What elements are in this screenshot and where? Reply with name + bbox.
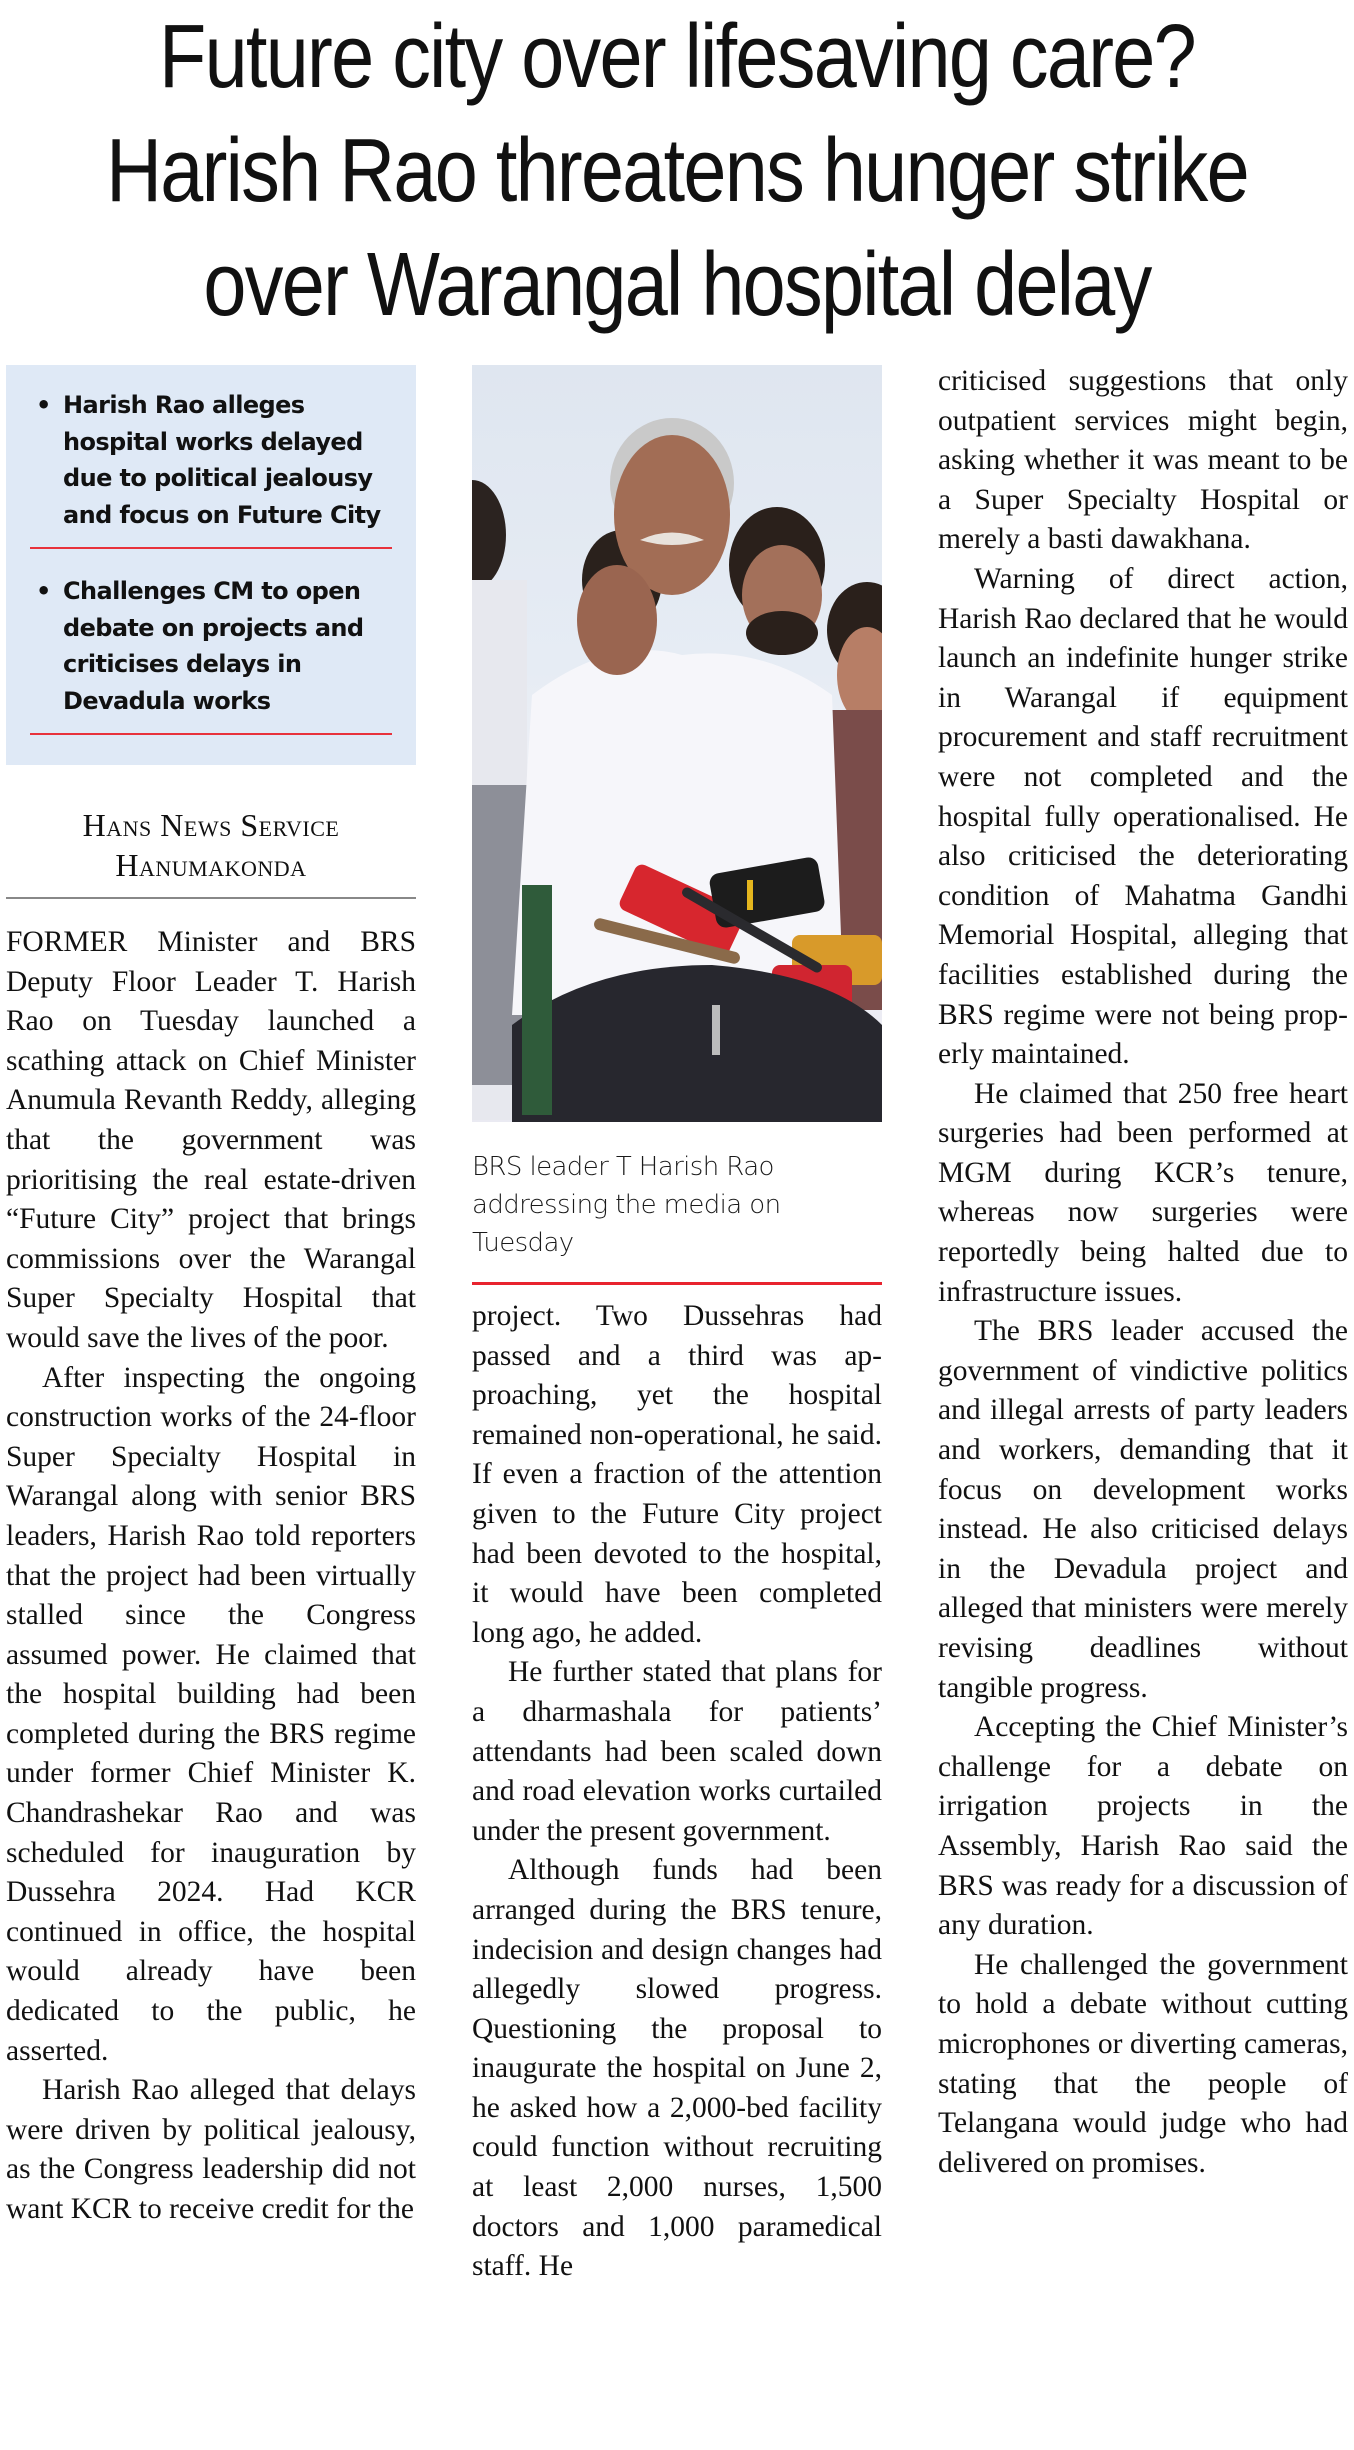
article-paragraph: Warning of direct action, Harish Rao declared that he would launch an indefinite hunger strike in Warangal if equipment procurement and staff recruitment were not completed and the hospital fully operationalised. He also criticised the deteriorating condition of Mahatma Gandhi Memorial Hospital, alleging that facilities established during the BRS regime were not being properly maintained.: [938, 562, 1348, 1071]
highlight-divider: [30, 547, 392, 549]
column-middle: [472, 365, 882, 2287]
article-paragraph: Accepting the Chief Minister’s challenge for a debate on irrigation projects in the Assembly, Harish Rao said the BRS was ready for a discussion of any duration.: [938, 1711, 1348, 1942]
bullet-icon: •: [36, 391, 51, 419]
headline-line-1: Future city over lifesaving care?: [159, 7, 1195, 107]
byline: [6, 805, 416, 885]
headline-line-2: Harish Rao threatens hunger strike: [106, 121, 1248, 221]
highlight-text: Challenges CM to open debate on projects and criticises delays in Devadula works: [63, 577, 364, 715]
article-paragraph: Although funds had been arranged during the BRS tenure, indecision and design changes had allegedly slowed progress. Questioning the proposal to inaugurate the hospital on June 2, he asked how a 2,000-bed facility could function without recruiting at least 2,000 nurses, 1,500 doctors and 1,000 paramedical staff. He: [472, 1854, 882, 2283]
highlight-item: [30, 573, 382, 719]
article-paragraph: project. Two Dussehras had passed and a third was approaching, yet the hospital remained non-operational, he said. If even a fraction of the attention given to the Future City project had been devoted to the hospital, it would have been completed long ago, he added.: [472, 1300, 882, 1649]
article-paragraph: He claimed that 250 free heart surgeries had been performed at MGM during KCR’s tenure, whereas now surgeries were reportedly being halted due to infrastructure issues.: [938, 1077, 1348, 1308]
column-left: [6, 365, 416, 2230]
highlight-divider: [30, 733, 392, 735]
article-paragraph: He further stated that plans for a dharmashala for patients’ attendants had been scaled down and road elevation works curtailed under the present government.: [472, 1656, 882, 1847]
article-body-left: [6, 923, 416, 2230]
article-paragraph: He challenged the government to hold a debate without cutting microphones or diverting cameras, stating that the people of Telangana would judge who had delivered on promises.: [938, 1948, 1348, 2179]
highlight-item: [30, 387, 382, 533]
caption-divider: [472, 1282, 882, 1285]
article-paragraph: criticised suggestions that only outpatient services might begin, asking whether it was meant to be a Super Specialty Hospital or merely a basti dawakhana.: [938, 365, 1348, 556]
article-paragraph: The BRS leader accused the government of vindictive politics and illegal arrests of party leaders and workers, demanding that it focus on development works instead. He also criticised delays in the Devadula project and alleged that ministers were merely revising deadlines without tangible progress.: [938, 1315, 1348, 1704]
crowd-person-left: [472, 480, 506, 590]
bullet-icon: •: [36, 577, 51, 605]
headline-line-3: over Warangal hospital delay: [203, 235, 1151, 335]
article-paragraph: After inspecting the ongoing construction works of the 24-floor Super Specialty Hospital in Warangal along with senior BRS leaders, Harish Rao told reporters that the project had been virtually stalled since the Congress assumed power. He claimed that the hospital building had been completed during the BRS regime under former Chief Minister K. Chandrashekar Rao and was scheduled for inauguration by Dussehra 2024. Had KCR continued in office, the hospital would already have been dedicated to the public, he asserted.: [6, 1361, 416, 2067]
column-right: [938, 362, 1348, 2183]
photo-illustration: [472, 365, 882, 1122]
news-photo: [472, 365, 882, 1122]
highlights-box: [6, 365, 416, 765]
highlight-text: Harish Rao alleges hospital works delayed due to political jealousy and focus on Future City: [63, 391, 381, 529]
article-paragraph: FORMER Minister and BRS Deputy Floor Leader T. Harish Rao on Tuesday launched a scathing attack on Chief Minister Anumula Revanth Reddy, alleging that the government was prioritising the real estate-driven “Future City” project that brings commissions over the Warangal Super Specialty Hospital that would save the lives of the poor.: [6, 926, 416, 1354]
byline-dateline: Hanumakonda: [115, 847, 307, 883]
article-paragraph: Harish Rao alleged that delays were driven by political jealousy, as the Congress leadership did not want KCR to receive credit for the: [6, 2074, 416, 2225]
article-body-middle: [472, 1297, 882, 2287]
byline-divider: [6, 897, 416, 899]
byline-agency: Hans News Service: [82, 807, 340, 843]
headline: [0, 0, 1354, 345]
article-body-right: [938, 362, 1348, 2183]
photo-caption: BRS leader T Harish Rao addressing the media on Tuesday: [472, 1152, 781, 1258]
